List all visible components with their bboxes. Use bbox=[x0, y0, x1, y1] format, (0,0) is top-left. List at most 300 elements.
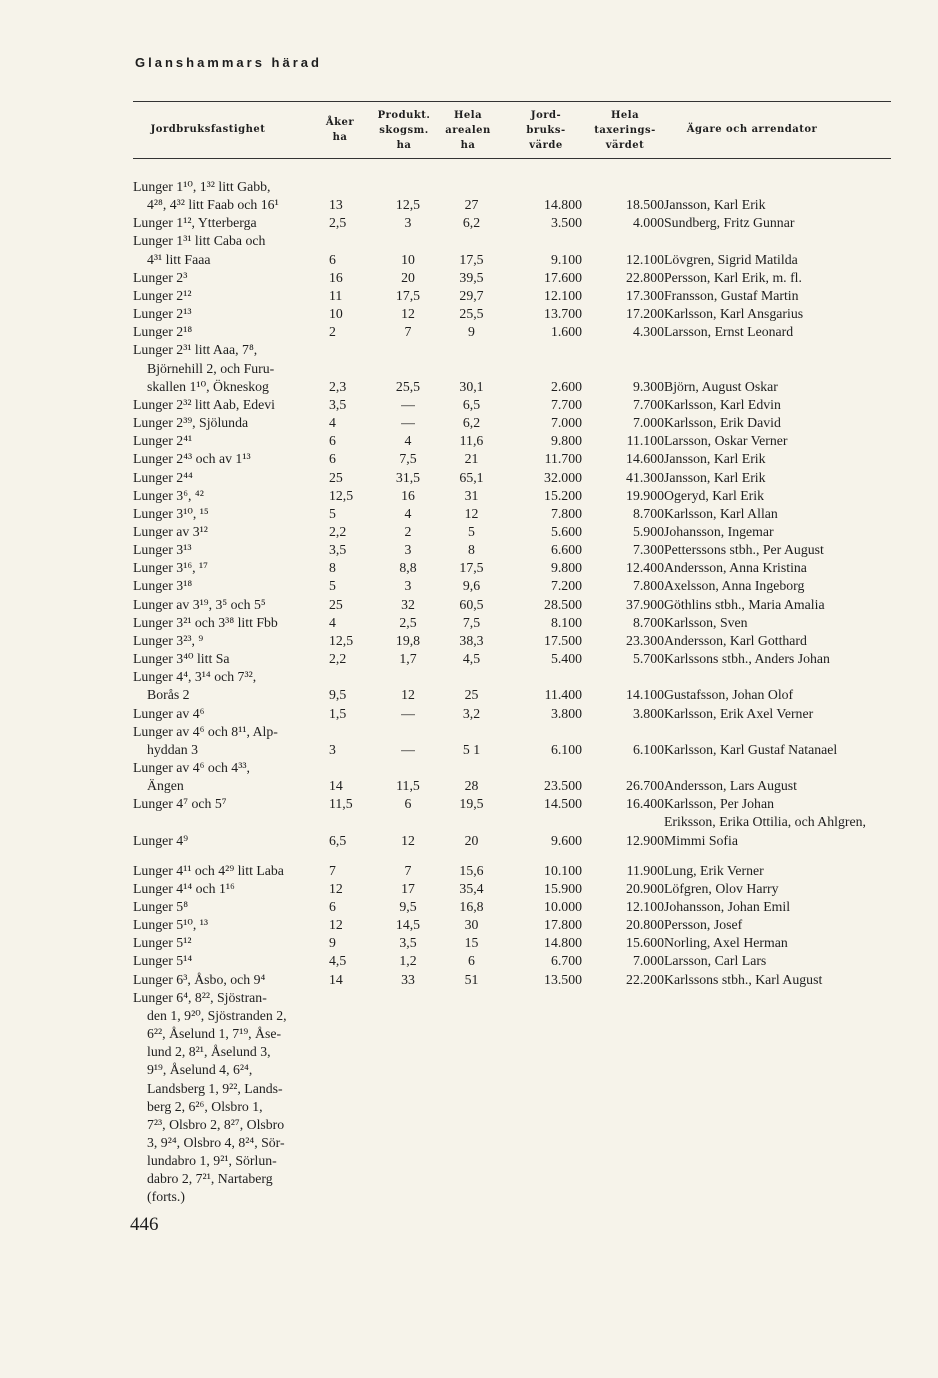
produkt-cell: — bbox=[401, 741, 415, 757]
aker-cell: 16 bbox=[329, 269, 343, 285]
taxeringsvardet-cell: 15.600 bbox=[626, 935, 664, 951]
aker-cell: 6 bbox=[329, 433, 336, 449]
hela-arealen-cell: 30,1 bbox=[459, 378, 484, 394]
table-row bbox=[133, 650, 891, 668]
jordbruksvarde-cell: 14.800 bbox=[544, 197, 582, 213]
hela-arealen-cell: 9 bbox=[468, 324, 475, 340]
table-row bbox=[133, 523, 891, 541]
jordbruksvarde-cell bbox=[504, 989, 582, 1207]
property-line: Lunger 2¹² bbox=[133, 287, 192, 303]
hela-arealen-cell: 5 bbox=[468, 523, 475, 539]
property-line: Lunger av 4⁶ bbox=[133, 705, 205, 721]
produkt-cell: 20 bbox=[401, 269, 415, 285]
produkt-cell: 11,5 bbox=[396, 778, 420, 794]
taxeringsvardet-cell: 9.300 bbox=[632, 378, 664, 394]
hela-arealen-cell: 27 bbox=[464, 197, 479, 213]
hela-arealen-cell: 39,5 bbox=[459, 269, 484, 285]
property-line: hyddan 3 bbox=[147, 741, 198, 757]
owner-cell: Löfgren, Olov Harry bbox=[664, 880, 779, 896]
taxeringsvardet-cell: 14.100 bbox=[626, 687, 664, 703]
produkt-cell: 14,5 bbox=[395, 917, 421, 933]
property-line: Lunger 2³⁹, Sjölunda bbox=[133, 415, 249, 431]
aker-cell: 5 bbox=[329, 505, 336, 521]
hela-arealen-cell: 20 bbox=[464, 832, 479, 848]
hela-arealen-cell: 12 bbox=[464, 505, 479, 521]
jordbruksvarde-cell: 13.700 bbox=[544, 306, 582, 322]
taxeringsvardet-cell: 7.000 bbox=[632, 415, 664, 431]
table-row bbox=[133, 898, 891, 916]
aker-cell: 9,5 bbox=[329, 687, 347, 703]
property-line: Landsberg 1, 9²², Lands- bbox=[147, 1080, 283, 1096]
owner-cell: Lung, Erik Verner bbox=[664, 862, 764, 878]
jordbruksvarde-cell: 14.800 bbox=[544, 935, 582, 951]
jordbruksvarde-cell: 7.800 bbox=[550, 505, 582, 521]
col-header-aker: Åker ha bbox=[325, 117, 355, 143]
table-row bbox=[133, 952, 891, 970]
produkt-cell: — bbox=[401, 705, 415, 721]
aker-cell: 12,5 bbox=[329, 487, 354, 503]
property-cell bbox=[133, 650, 329, 668]
jordbruksvarde-cell: 11.400 bbox=[544, 687, 582, 703]
property-line: Lunger 2⁴⁴ bbox=[133, 469, 193, 485]
owner-cell: Fransson, Gustaf Martin bbox=[664, 287, 799, 303]
produkt-cell: 3 bbox=[404, 542, 412, 558]
property-cell bbox=[133, 432, 329, 450]
property-line: Lunger 2¹³ bbox=[133, 306, 192, 322]
produkt-cell: 7,5 bbox=[399, 451, 417, 467]
produkt-cell: 4 bbox=[404, 433, 412, 449]
property-line: 6²², Åselund 1, 7¹⁹, Åse- bbox=[147, 1026, 282, 1042]
taxeringsvardet-cell: 18.500 bbox=[626, 197, 664, 213]
table-row bbox=[133, 178, 891, 214]
property-cell bbox=[133, 934, 329, 952]
owner-cell: Karlsson, Karl Edvin bbox=[664, 396, 781, 412]
aker-cell: 9 bbox=[329, 935, 336, 951]
owner-cell: Persson, Josef bbox=[664, 917, 743, 933]
taxeringsvardet-cell: 4.000 bbox=[632, 215, 664, 231]
property-line: Borås 2 bbox=[147, 687, 190, 703]
jordbruksvarde-cell: 15.200 bbox=[544, 487, 582, 503]
hela-arealen-cell: 11,6 bbox=[459, 433, 484, 449]
aker-cell: 25 bbox=[329, 596, 343, 612]
table-row bbox=[133, 632, 891, 650]
aker-cell: 13 bbox=[329, 197, 343, 213]
aker-cell: 5 bbox=[329, 578, 336, 594]
table-row bbox=[133, 214, 891, 232]
owner-cell: Persson, Karl Erik, m. fl. bbox=[664, 269, 802, 285]
property-cell bbox=[133, 559, 329, 577]
hela-arealen-cell: 38,3 bbox=[459, 632, 484, 648]
property-line: Lunger 1¹⁰, 1³² litt Gabb, bbox=[133, 179, 271, 194]
taxeringsvardet-cell: 3.800 bbox=[632, 705, 664, 721]
aker-cell: 11,5 bbox=[329, 796, 353, 812]
property-line: Lunger 3²³, ⁹ bbox=[133, 632, 204, 648]
jordbruksvarde-cell: 1.600 bbox=[550, 324, 582, 340]
table-row bbox=[133, 759, 891, 795]
property-line: Lunger 5¹⁰, ¹³ bbox=[133, 917, 209, 933]
jordbruksvarde-cell: 17.800 bbox=[544, 917, 582, 933]
hela-arealen-cell: 17,5 bbox=[459, 560, 484, 576]
hela-arealen-cell: 6 bbox=[468, 953, 475, 969]
jordbruksvarde-cell: 5.600 bbox=[550, 523, 582, 539]
jordbruksvarde-cell: 6.100 bbox=[550, 741, 582, 757]
owner-cell: Ogeryd, Karl Erik bbox=[664, 487, 764, 503]
owner-cell: Göthlins stbh., Maria Amalia bbox=[664, 596, 825, 612]
hela-arealen-cell: 16,8 bbox=[459, 898, 484, 914]
col-header-hela-arealen: Hela arealen ha bbox=[445, 110, 491, 151]
property-table bbox=[133, 178, 891, 1207]
property-cell bbox=[133, 577, 329, 595]
jordbruksvarde-cell: 12.100 bbox=[544, 287, 582, 303]
property-line: Lunger 4⁴, 3¹⁴ och 7³², bbox=[133, 669, 257, 685]
aker-cell: 6 bbox=[329, 251, 336, 267]
taxeringsvardet-cell: 20.900 bbox=[626, 880, 664, 896]
jordbruksvarde-cell: 3.800 bbox=[550, 705, 582, 721]
table-row bbox=[133, 916, 891, 934]
jordbruksvarde-cell: 3.500 bbox=[550, 215, 582, 231]
aker-cell: 8 bbox=[329, 560, 336, 576]
table-row bbox=[133, 505, 891, 523]
produkt-cell: 3,5 bbox=[399, 935, 417, 951]
table-row bbox=[133, 934, 891, 952]
aker-cell: 3,5 bbox=[329, 542, 347, 558]
hela-arealen-cell: 28 bbox=[464, 778, 479, 794]
property-cell bbox=[133, 214, 329, 232]
hela-arealen-cell: 3,2 bbox=[462, 705, 481, 721]
hela-arealen-cell: 6,2 bbox=[462, 215, 481, 231]
taxeringsvardet-cell: 7.700 bbox=[632, 396, 664, 412]
aker-cell: 6,5 bbox=[329, 832, 347, 848]
aker-cell: 4,5 bbox=[329, 953, 347, 969]
table-row bbox=[133, 971, 891, 989]
hela-arealen-cell: 31 bbox=[464, 487, 479, 503]
property-cell bbox=[133, 323, 329, 341]
property-cell bbox=[133, 450, 329, 468]
taxeringsvardet-cell: 37.900 bbox=[626, 596, 664, 612]
aker-cell: 2,2 bbox=[329, 523, 347, 539]
produkt-cell: 1,2 bbox=[399, 953, 417, 969]
produkt-cell: — bbox=[401, 415, 415, 431]
property-line: Lunger 5¹² bbox=[133, 935, 192, 951]
table-row bbox=[133, 414, 891, 432]
property-cell bbox=[133, 723, 329, 759]
property-line: Lunger 1³¹ litt Caba och bbox=[133, 233, 266, 249]
property-line: Lunger 3¹⁶, ¹⁷ bbox=[133, 560, 208, 576]
property-line: Lunger 3¹³ bbox=[133, 542, 192, 558]
property-cell bbox=[133, 632, 329, 650]
jordbruksvarde-cell: 9.800 bbox=[550, 433, 582, 449]
jordbruksvarde-cell: 7.200 bbox=[550, 578, 582, 594]
aker-cell: 14 bbox=[329, 971, 343, 987]
property-line: Ängen bbox=[147, 778, 184, 794]
produkt-cell: 2 bbox=[404, 523, 412, 539]
hela-arealen-cell: 60,5 bbox=[459, 596, 484, 612]
produkt-cell bbox=[377, 989, 439, 1207]
property-line: Lunger av 3¹⁹, 3⁵ och 5⁵ bbox=[133, 596, 266, 612]
aker-cell: 3 bbox=[329, 741, 336, 757]
aker-cell: 2 bbox=[329, 324, 336, 340]
owner-cell: Andersson, Karl Gotthard bbox=[664, 632, 807, 648]
taxeringsvardet-cell: 7.000 bbox=[632, 953, 664, 969]
jordbruksvarde-cell: 7.700 bbox=[550, 396, 582, 412]
hela-arealen-cell: 19,5 bbox=[459, 796, 484, 812]
hela-arealen-cell: 6,2 bbox=[462, 415, 481, 431]
table-row bbox=[133, 813, 891, 849]
property-line: Lunger 6³, Åsbo, och 9⁴ bbox=[133, 971, 266, 987]
property-line: 4²⁸, 4³² litt Faab och 16¹ bbox=[147, 197, 279, 213]
property-cell bbox=[133, 541, 329, 559]
produkt-cell: 9,5 bbox=[399, 898, 417, 914]
hela-arealen-cell: 6,5 bbox=[462, 396, 481, 412]
owner-cell: Sundberg, Fritz Gunnar bbox=[664, 215, 795, 231]
property-line: Lunger 4¹⁴ och 1¹⁶ bbox=[133, 880, 235, 896]
owner-cell: Jansson, Karl Erik bbox=[664, 197, 766, 213]
table-row bbox=[133, 577, 891, 595]
owner-cell bbox=[664, 989, 891, 1207]
jordbruksvarde-cell: 10.000 bbox=[544, 898, 582, 914]
property-line: Lunger av 4⁶ och 4³³, bbox=[133, 760, 250, 775]
jordbruksvarde-cell: 13.500 bbox=[544, 971, 582, 987]
table-row bbox=[133, 396, 891, 414]
property-line: Lunger av 3¹² bbox=[133, 523, 208, 539]
hela-arealen-cell: 65,1 bbox=[459, 469, 484, 485]
property-cell bbox=[133, 850, 329, 880]
hela-arealen-cell: 17,5 bbox=[459, 251, 484, 267]
property-line: 7²³, Olsbro 2, 8²⁷, Olsbro bbox=[147, 1116, 285, 1132]
owner-cell: Johansson, Ingemar bbox=[664, 523, 774, 539]
owner-cell: Eriksson, Erika Ottilia, och Ahlgren, Mimmi Sofia bbox=[664, 814, 866, 848]
hela-arealen-cell: 5 1 bbox=[462, 741, 481, 757]
owner-cell: Karlsson, Erik David bbox=[664, 415, 781, 431]
jordbruksvarde-cell: 5.400 bbox=[550, 651, 582, 667]
jordbruksvarde-cell: 15.900 bbox=[544, 880, 582, 896]
produkt-cell: 8,8 bbox=[399, 560, 417, 576]
jordbruksvarde-cell: 14.500 bbox=[544, 796, 582, 812]
property-line: Lunger 1¹², Ytterberga bbox=[133, 215, 257, 231]
hela-arealen-cell: 35,4 bbox=[459, 880, 484, 896]
table-row bbox=[133, 541, 891, 559]
produkt-cell: 10 bbox=[401, 251, 415, 267]
aker-cell: 12,5 bbox=[329, 632, 354, 648]
table-row bbox=[133, 795, 891, 813]
page-number: 446 bbox=[130, 1214, 159, 1235]
owner-cell: Karlssons stbh., Anders Johan bbox=[664, 651, 830, 667]
property-line: Lunger 4⁷ och 5⁷ bbox=[133, 796, 227, 812]
property-line: Lunger 3¹⁰, ¹⁵ bbox=[133, 505, 209, 521]
property-line: Björnehill 2, och Furu- bbox=[147, 360, 275, 376]
taxeringsvardet-cell: 4.300 bbox=[632, 324, 664, 340]
table-row bbox=[133, 287, 891, 305]
property-cell bbox=[133, 414, 329, 432]
hela-arealen-cell: 4,5 bbox=[462, 651, 481, 667]
taxeringsvardet-cell: 11.900 bbox=[626, 862, 664, 878]
property-line: den 1, 9²⁰, Sjöstranden 2, bbox=[147, 1007, 287, 1023]
property-line: lund 2, 8²¹, Åselund 3, bbox=[147, 1044, 271, 1060]
aker-cell: 2,5 bbox=[329, 215, 347, 231]
property-cell bbox=[133, 614, 329, 632]
hela-arealen-cell: 7,5 bbox=[462, 614, 481, 630]
jordbruksvarde-cell: 2.600 bbox=[550, 378, 582, 394]
owner-cell: Karlsson, Karl Ansgarius bbox=[664, 306, 804, 322]
table-row bbox=[133, 559, 891, 577]
produkt-cell: — bbox=[401, 396, 415, 412]
aker-cell: 14 bbox=[329, 778, 343, 794]
taxeringsvardet-cell bbox=[582, 989, 664, 1207]
property-line: Lunger 5⁸ bbox=[133, 898, 188, 914]
property-line: lundabro 1, 9²¹, Sörlun- bbox=[147, 1153, 277, 1169]
table-row bbox=[133, 450, 891, 468]
property-line: 3, 9²⁴, Olsbro 4, 8²⁴, Sör- bbox=[147, 1134, 285, 1150]
col-header-produkt: Produkt. skogsm. ha bbox=[377, 110, 431, 151]
produkt-cell: 3 bbox=[404, 578, 412, 594]
aker-cell: 6 bbox=[329, 898, 336, 914]
table-row bbox=[133, 469, 891, 487]
hela-arealen-cell: 25,5 bbox=[459, 306, 484, 322]
table-row bbox=[133, 850, 891, 880]
property-cell bbox=[133, 232, 329, 268]
taxeringsvardet-cell: 11.100 bbox=[626, 433, 664, 449]
property-line: Lunger 4⁹ bbox=[133, 832, 188, 848]
taxeringsvardet-cell: 7.300 bbox=[632, 542, 664, 558]
property-line: Lunger 2⁴³ och av 1¹³ bbox=[133, 451, 251, 467]
aker-cell: 4 bbox=[329, 614, 336, 630]
taxeringsvardet-cell: 41.300 bbox=[626, 469, 664, 485]
header-top-rule bbox=[133, 101, 891, 102]
property-cell bbox=[133, 880, 329, 898]
property-cell bbox=[133, 813, 329, 849]
property-line: Lunger 4¹¹ och 4²⁹ litt Laba bbox=[133, 862, 284, 878]
aker-cell: 10 bbox=[329, 306, 343, 322]
table-row bbox=[133, 723, 891, 759]
taxeringsvardet-cell: 14.600 bbox=[626, 451, 664, 467]
owner-cell: Karlsson, Karl Gustaf Natanael bbox=[664, 741, 838, 757]
property-cell bbox=[133, 269, 329, 287]
jordbruksvarde-cell: 17.600 bbox=[544, 269, 582, 285]
hela-arealen-cell: 15 bbox=[464, 935, 479, 951]
taxeringsvardet-cell: 22.200 bbox=[626, 971, 664, 987]
property-line: 9¹⁹, Åselund 4, 6²⁴, bbox=[147, 1062, 253, 1078]
table-row bbox=[133, 487, 891, 505]
property-cell bbox=[133, 759, 329, 795]
owner-cell: Karlsson, Erik Axel Verner bbox=[664, 705, 814, 721]
aker-cell: 25 bbox=[329, 469, 343, 485]
hela-arealen-cell: 15,6 bbox=[459, 862, 484, 878]
owner-cell: Karlsson, Per Johan bbox=[664, 796, 774, 812]
owner-cell: Petterssons stbh., Per August bbox=[664, 542, 824, 558]
taxeringsvardet-cell: 26.700 bbox=[626, 778, 664, 794]
col-header-owner: Ägare och arrendator bbox=[686, 124, 818, 135]
property-cell bbox=[133, 916, 329, 934]
property-line: Lunger 2⁴¹ bbox=[133, 433, 193, 449]
taxeringsvardet-cell: 8.700 bbox=[632, 505, 664, 521]
jordbruksvarde-cell: 9.600 bbox=[550, 832, 582, 848]
table-row bbox=[133, 596, 891, 614]
header-bottom-rule bbox=[133, 158, 891, 159]
produkt-cell: 31,5 bbox=[395, 469, 421, 485]
property-cell bbox=[133, 705, 329, 723]
hela-arealen-cell: 29,7 bbox=[459, 287, 484, 303]
property-line: Lunger 2³¹ litt Aaa, 7⁸, bbox=[133, 342, 258, 358]
table-row bbox=[133, 341, 891, 395]
property-line: Lunger 3²¹ och 3³⁸ litt Fbb bbox=[133, 614, 278, 630]
aker-cell: 12 bbox=[329, 917, 343, 933]
produkt-cell: 1,7 bbox=[399, 651, 417, 667]
jordbruksvarde-cell: 11.700 bbox=[544, 451, 582, 467]
property-cell bbox=[133, 469, 329, 487]
jordbruksvarde-cell: 28.500 bbox=[544, 596, 582, 612]
property-cell bbox=[133, 178, 329, 214]
taxeringsvardet-cell: 5.900 bbox=[632, 523, 664, 539]
produkt-cell: 17 bbox=[401, 880, 415, 896]
aker-cell: 1,5 bbox=[329, 705, 347, 721]
property-line: 4³¹ litt Faaa bbox=[147, 251, 211, 267]
owner-cell: Norling, Axel Herman bbox=[664, 935, 788, 951]
table-row bbox=[133, 705, 891, 723]
produkt-cell: 16 bbox=[401, 487, 415, 503]
property-cell bbox=[133, 668, 329, 704]
produkt-cell: 12 bbox=[401, 832, 415, 848]
owner-cell: Larsson, Oskar Verner bbox=[664, 433, 788, 449]
aker-cell: 2,2 bbox=[329, 651, 347, 667]
owner-cell: Björn, August Oskar bbox=[664, 378, 778, 394]
taxeringsvardet-cell: 17.300 bbox=[626, 287, 664, 303]
hela-arealen-cell: 8 bbox=[468, 542, 475, 558]
property-cell bbox=[133, 898, 329, 916]
aker-cell: 7 bbox=[329, 862, 336, 878]
jordbruksvarde-cell: 9.100 bbox=[550, 251, 582, 267]
aker-cell: 2,3 bbox=[329, 378, 347, 394]
property-cell bbox=[133, 523, 329, 541]
taxeringsvardet-cell: 19.900 bbox=[626, 487, 664, 503]
table-row bbox=[133, 614, 891, 632]
aker-cell: 11 bbox=[329, 287, 343, 303]
produkt-cell: 19,8 bbox=[395, 632, 421, 648]
jordbruksvarde-cell: 23.500 bbox=[544, 778, 582, 794]
owner-cell: Karlssons stbh., Karl August bbox=[664, 971, 823, 987]
hela-arealen-cell: 30 bbox=[464, 917, 479, 933]
property-cell bbox=[133, 952, 329, 970]
taxeringsvardet-cell: 22.800 bbox=[626, 269, 664, 285]
property-line: Lunger 6⁴, 8²², Sjöstran- bbox=[133, 989, 267, 1005]
taxeringsvardet-cell: 20.800 bbox=[626, 917, 664, 933]
jordbruksvarde-cell: 9.800 bbox=[550, 560, 582, 576]
hela-arealen-cell: 51 bbox=[464, 971, 479, 987]
produkt-cell: 7 bbox=[404, 324, 412, 340]
jordbruksvarde-cell: 32.000 bbox=[544, 469, 582, 485]
property-cell bbox=[133, 305, 329, 323]
property-line: berg 2, 6²⁶, Olsbro 1, bbox=[147, 1098, 263, 1114]
property-line: Lunger 3⁶, ⁴² bbox=[133, 487, 204, 503]
property-cell bbox=[133, 971, 329, 989]
owner-cell: Jansson, Karl Erik bbox=[664, 469, 766, 485]
property-line: Lunger 5¹⁴ bbox=[133, 953, 193, 969]
produkt-cell: 6 bbox=[404, 796, 412, 812]
produkt-cell: 12 bbox=[401, 687, 415, 703]
produkt-cell: 3 bbox=[404, 215, 412, 231]
aker-cell bbox=[329, 989, 377, 1207]
property-line: (forts.) bbox=[147, 1189, 185, 1205]
col-header-taxeringsvardet: Hela taxerings- värdet bbox=[594, 110, 656, 151]
jordbruksvarde-cell: 10.100 bbox=[544, 862, 582, 878]
taxeringsvardet-cell: 6.100 bbox=[632, 741, 664, 757]
property-cell bbox=[133, 505, 329, 523]
col-header-jordbruksvarde: Jord- bruks- värde bbox=[526, 110, 566, 151]
table-row bbox=[133, 269, 891, 287]
produkt-cell: 32 bbox=[401, 596, 415, 612]
owner-cell: Larsson, Carl Lars bbox=[664, 953, 767, 969]
owner-cell: Andersson, Anna Kristina bbox=[664, 560, 807, 576]
taxeringsvardet-cell: 23.300 bbox=[626, 632, 664, 648]
